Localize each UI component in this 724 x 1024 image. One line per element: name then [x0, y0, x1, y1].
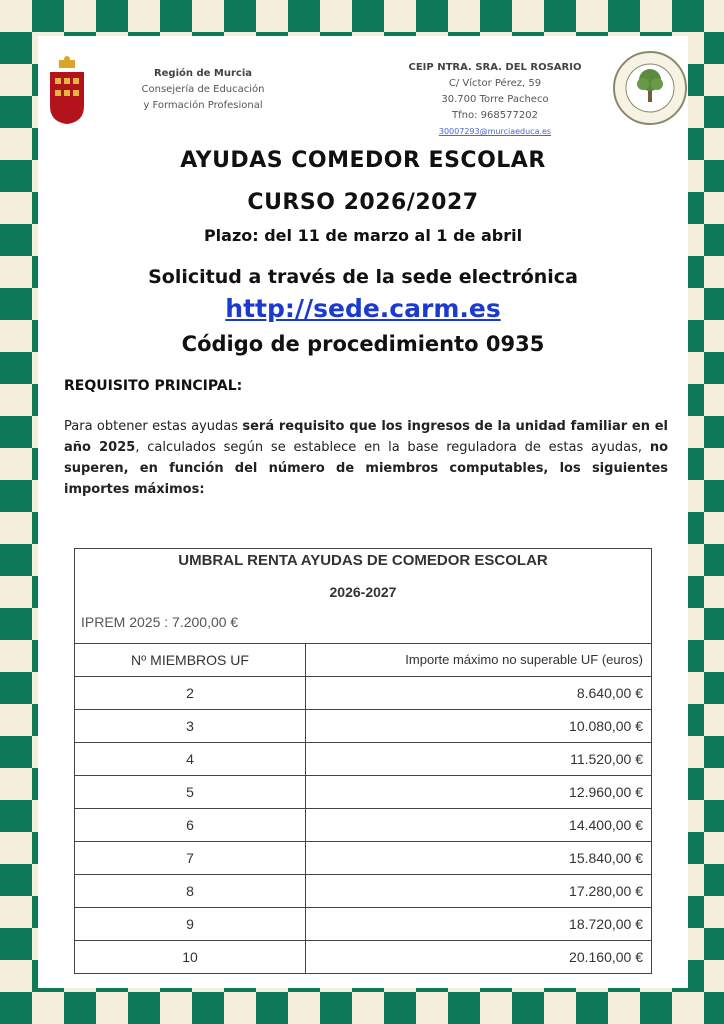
table-row — [75, 677, 651, 710]
application-text: Solicitud a través de la sede electrónica — [148, 266, 578, 288]
flyer-page — [38, 36, 688, 988]
table-row — [75, 743, 651, 776]
members-cell: 10 — [75, 941, 306, 973]
table-row — [75, 842, 651, 875]
income-threshold-table — [74, 548, 652, 974]
school-email-link[interactable]: 30007293@murciaeduca.es — [438, 127, 552, 136]
amount-cell: 15.840,00 € — [569, 850, 643, 866]
table-row — [75, 908, 651, 941]
school-address: C/ Víctor Pérez, 59 — [448, 78, 542, 89]
table-iprem: IPREM 2025 : 7.200,00 € — [75, 607, 651, 644]
req-part1: Para obtener estas ayudas — [64, 419, 243, 434]
members-cell: 2 — [75, 677, 306, 709]
table-row — [75, 875, 651, 908]
school-city: 30.700 Torre Pacheco — [441, 94, 549, 105]
amount-cell: 10.080,00 € — [569, 718, 643, 734]
table-row — [75, 776, 651, 809]
table-title: UMBRAL RENTA AYUDAS DE COMEDOR ESCOLAR — [178, 552, 548, 569]
amount-cell: 14.400,00 € — [569, 817, 643, 833]
amount-cell: 20.160,00 € — [569, 949, 643, 965]
amount-cell: 11.520,00 € — [570, 751, 643, 767]
req-part2: será requisito que los ingresos de la unidad familiar en el año 2025 — [64, 419, 668, 455]
deadline-text: Plazo: del 11 de marzo al 1 de abril — [203, 226, 523, 245]
req-part4: no superen, en función del número de miembros computables, los siguientes importes máximos: — [64, 440, 668, 497]
col-members-header: Nº MIEMBROS UF — [75, 644, 306, 676]
members-cell: 9 — [75, 908, 306, 940]
members-cell: 5 — [75, 776, 306, 808]
table-header-row — [75, 644, 651, 677]
procedure-code: Código de procedimiento 0935 — [181, 332, 545, 356]
consejeria-line: Consejería de Educación — [141, 84, 265, 95]
members-cell: 4 — [75, 743, 306, 775]
region-header — [118, 66, 288, 114]
req-part3: , calculados según se establece en la base reguladora de estas ayudas, — [135, 440, 650, 455]
table-row — [75, 941, 651, 973]
members-cell: 3 — [75, 710, 306, 742]
school-name: CEIP NTRA. SRA. DEL ROSARIO — [408, 62, 582, 73]
requirement-paragraph — [64, 416, 668, 500]
members-cell: 6 — [75, 809, 306, 841]
title-line2: CURSO 2026/2027 — [247, 190, 479, 215]
amount-cell: 18.720,00 € — [569, 916, 643, 932]
members-cell: 8 — [75, 875, 306, 907]
title-line1: AYUDAS COMEDOR ESCOLAR — [180, 148, 546, 173]
table-year: 2026-2027 — [329, 584, 397, 600]
members-cell: 7 — [75, 842, 306, 874]
school-header — [400, 60, 590, 140]
col-amount-header: Importe máximo no superable UF (euros) — [405, 652, 643, 667]
amount-cell: 8.640,00 € — [576, 685, 643, 701]
table-row — [75, 710, 651, 743]
amount-cell: 12.960,00 € — [569, 784, 643, 800]
requirement-heading: REQUISITO PRINCIPAL: — [64, 378, 243, 394]
formacion-line: y Formación Profesional — [143, 100, 263, 111]
sede-link[interactable]: http://sede.carm.es — [225, 294, 501, 323]
school-phone: Tfno: 968577202 — [452, 110, 538, 121]
region-name: Región de Murcia — [153, 68, 253, 79]
table-row — [75, 809, 651, 842]
school-seal-logo — [612, 50, 688, 126]
amount-cell: 17.280,00 € — [569, 883, 643, 899]
murcia-coat-of-arms-logo — [46, 56, 88, 126]
